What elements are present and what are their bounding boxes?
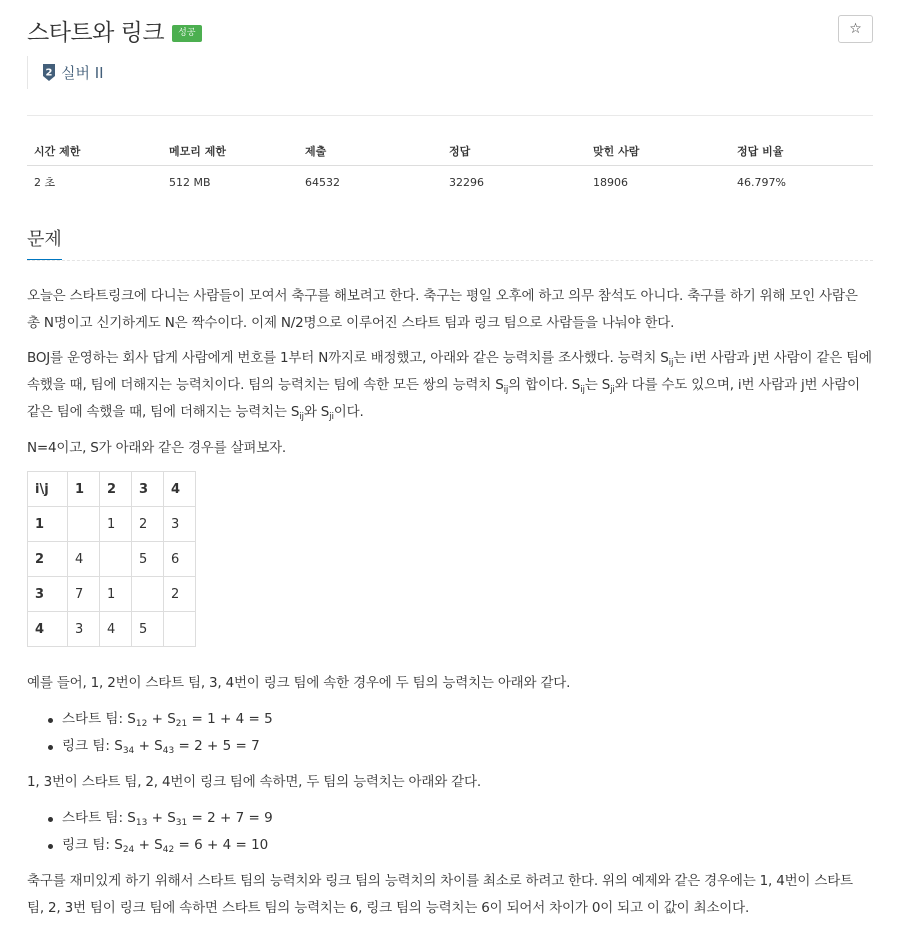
divider (27, 115, 873, 116)
submissions-header: 제출 (298, 137, 442, 166)
subscript: ji (610, 385, 615, 395)
subscript: 34 (122, 746, 135, 756)
text-fragment: 와 다를 수도 있으며, i번 사람과 j번 사람이 같은 팀에 속했을 때, 팀에 더해지는 능력치는 S (27, 377, 861, 420)
solvers-header: 맞힌 사람 (586, 137, 730, 166)
example2-list (27, 805, 273, 859)
text-fragment: 스타트 팀: S (62, 810, 136, 826)
paragraph-ability (27, 345, 873, 426)
title-row (27, 15, 202, 45)
paragraph-example2 (27, 769, 873, 796)
matrix-cell (164, 612, 196, 647)
memory-limit-header: 메모리 제한 (162, 137, 298, 166)
matrix-row (28, 507, 196, 542)
problem-title: 스타트와 링크 (27, 19, 165, 46)
text-fragment: + S (147, 711, 176, 727)
text-fragment: BOJ를 운영하는 회사 답게 사람에게 번호를 1부터 N까지로 배정했고, 아래와 같은 능력치를 조사했다. 능력치 S (27, 350, 669, 366)
paragraph-example1-text: 예를 들어, 1, 2번이 스타트 팀, 3, 4번이 링크 팀에 속한 경우에 두 팀의 능력치는 아래와 같다. (27, 675, 571, 691)
text-fragment: 스타트 팀: S (62, 711, 136, 727)
text-fragment: 는 i번 사람과 j번 사람이 같은 팀에 속했을 때, 팀에 더해지는 능력치이다. 팀의 능력치는 팀에 속한 모든 쌍의 능력치 S (27, 350, 872, 393)
tier-block (27, 56, 104, 89)
text-fragment: + S (134, 738, 163, 754)
time-limit-header: 시간 제한 (27, 137, 162, 166)
matrix-cell: 1 (100, 507, 132, 542)
example1-list (27, 706, 273, 760)
matrix-cell: 4 (100, 612, 132, 647)
section-title: 문제 (27, 226, 62, 260)
section-header (27, 226, 873, 261)
subscript: 42 (162, 845, 175, 855)
matrix-header-row (28, 472, 196, 507)
matrix-cell: 7 (68, 577, 100, 612)
ratio-value: 46.797% (737, 175, 786, 189)
subscript: 31 (175, 818, 188, 828)
favorite-button[interactable] (838, 15, 873, 43)
matrix-row (28, 577, 196, 612)
time-limit-value: 2 초 (34, 176, 56, 189)
text-fragment: = 2 + 7 = 9 (187, 810, 273, 826)
subscript: ji (329, 412, 334, 422)
matrix-row-header: 1 (28, 507, 68, 542)
paragraph-intro-text: 오늘은 스타트링크에 다니는 사람들이 모여서 축구를 해보려고 한다. 축구는 평일 오후에 하고 의무 참석도 아니다. 축구를 하기 위해 모인 사람은 총 N명이고 신기하게도 N은 짝수이다. 이제 N/2명으로 이루어진 스타트 팀과 링크 팀으로 사람들을 나눠야 한다. (27, 288, 858, 331)
matrix-row-header: 2 (28, 542, 68, 577)
paragraph-example2-text: 1, 3번이 스타트 팀, 2, 4번이 링크 팀에 속하면, 두 팀의 능력치는 아래와 같다. (27, 774, 481, 790)
paragraph-ability-text (27, 345, 873, 426)
subscript: 12 (135, 719, 148, 729)
matrix-cell: 4 (68, 542, 100, 577)
matrix-col-header: 2 (100, 472, 132, 507)
matrix-cell: 2 (164, 577, 196, 612)
tier-number: 2 (45, 67, 53, 79)
subscript: ij (503, 385, 509, 395)
matrix-cell (68, 507, 100, 542)
text-fragment: 이다. (333, 404, 364, 420)
paragraph-goal-text: 축구를 재미있게 하기 위해서 스타트 팀의 능력치와 링크 팀의 능력치의 차이를 최소로 하려고 한다. 위의 예제와 같은 경우에는 1, 4번이 스타트 팀, 2, 3번 팀이 링크 팀에 속하면 스타트 팀의 능력치는 6, 링크 팀의 능력치는 6이 되어서 차이가 0이 되고 이 값이 최소이다. (27, 873, 853, 916)
info-header-row (27, 137, 873, 166)
text-fragment: 의 합이다. S (508, 377, 581, 393)
list-item (62, 706, 273, 733)
text-fragment: = 6 + 4 = 10 (174, 837, 269, 853)
text-fragment: 와 S (303, 404, 330, 420)
list-item (62, 832, 273, 859)
matrix-cell: 5 (132, 542, 164, 577)
status-badge: 성공 (172, 25, 201, 42)
ability-matrix (27, 471, 196, 647)
memory-limit-value: 512 MB (169, 175, 211, 189)
matrix-cell (100, 542, 132, 577)
subscript: 24 (122, 845, 135, 855)
matrix-cell: 2 (132, 507, 164, 542)
matrix-col-header: 3 (132, 472, 164, 507)
matrix-row (28, 542, 196, 577)
matrix-col-header: 4 (164, 472, 196, 507)
matrix-cell: 3 (68, 612, 100, 647)
subscript: 21 (175, 719, 188, 729)
subscript: ij (580, 385, 585, 395)
matrix-cell: 6 (164, 542, 196, 577)
list-item (62, 733, 273, 760)
paragraph-intro (27, 283, 873, 337)
matrix-cell: 5 (132, 612, 164, 647)
text-fragment: = 2 + 5 = 7 (174, 738, 260, 754)
matrix-row-header: 3 (28, 577, 68, 612)
paragraph-goal (27, 868, 873, 922)
matrix-cell: 1 (100, 577, 132, 612)
ratio-header: 정답 비율 (730, 137, 873, 166)
matrix-cell (132, 577, 164, 612)
paragraph-example-intro (27, 435, 873, 462)
paragraph-example1 (27, 670, 873, 697)
accepted-value[interactable]: 32296 (449, 175, 484, 189)
matrix-corner: i\j (28, 472, 68, 507)
problem-info-table (27, 137, 873, 198)
submissions-value[interactable]: 64532 (305, 175, 340, 189)
subscript: ij (299, 412, 304, 422)
subscript: ij (668, 358, 674, 368)
list-item (62, 805, 273, 832)
text-fragment: 는 S (584, 377, 611, 393)
accepted-header: 정답 (442, 137, 586, 166)
paragraph-example-intro-text: N=4이고, S가 아래와 같은 경우를 살펴보자. (27, 440, 287, 456)
matrix-row (28, 612, 196, 647)
tier-label[interactable]: 실버 II (61, 64, 104, 82)
text-fragment: + S (147, 810, 176, 826)
matrix-col-header: 1 (68, 472, 100, 507)
matrix-cell: 3 (164, 507, 196, 542)
info-value-row (27, 166, 873, 199)
text-fragment: = 1 + 4 = 5 (187, 711, 273, 727)
subscript: 13 (135, 818, 148, 828)
text-fragment: 링크 팀: S (62, 738, 123, 754)
subscript: 43 (162, 746, 175, 756)
matrix-row-header: 4 (28, 612, 68, 647)
solvers-value[interactable]: 18906 (593, 175, 628, 189)
text-fragment: + S (134, 837, 163, 853)
silver-tier-icon (42, 64, 56, 81)
star-icon: ☆ (849, 21, 862, 37)
text-fragment: 링크 팀: S (62, 837, 123, 853)
